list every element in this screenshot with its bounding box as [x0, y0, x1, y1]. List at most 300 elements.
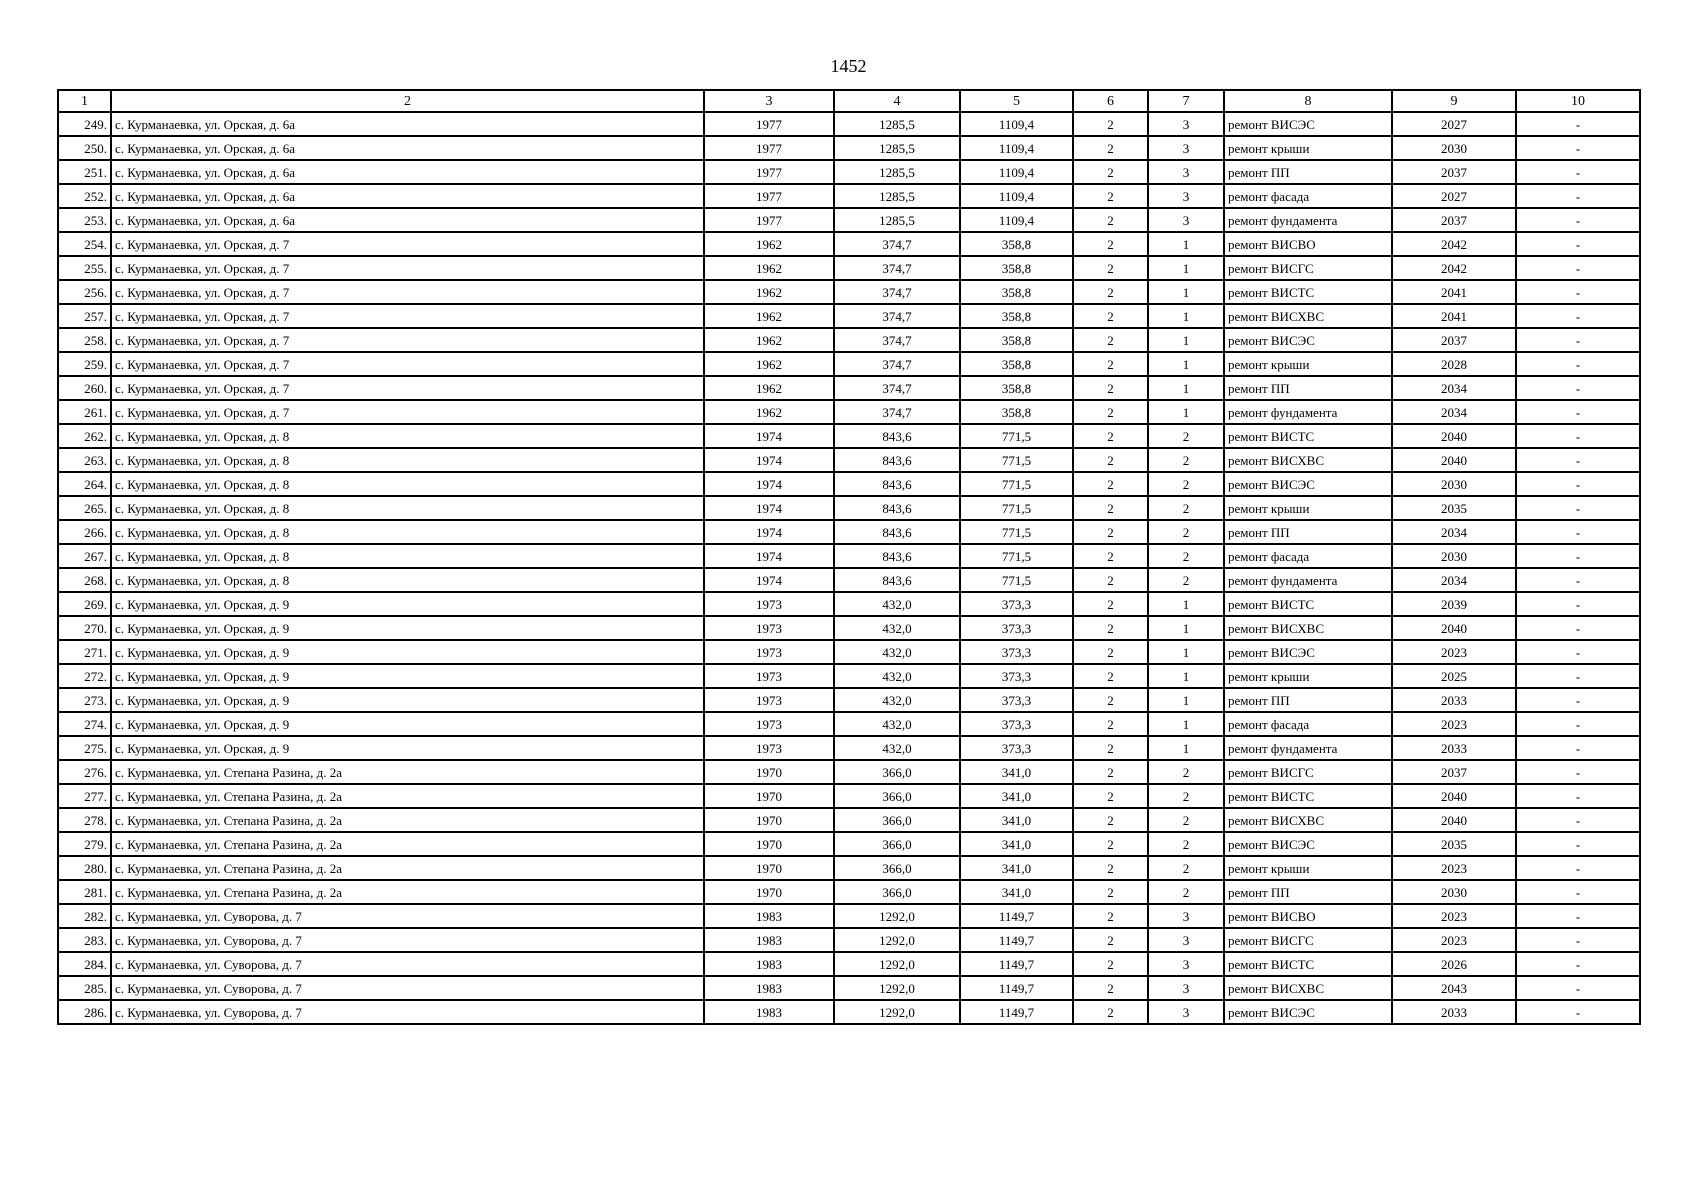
cell-work-type: ремонт ВИСХВС [1224, 616, 1392, 640]
cell-planned-year: 2035 [1392, 496, 1516, 520]
cell-floors: 2 [1073, 400, 1148, 424]
cell-living-area: 358,8 [960, 304, 1073, 328]
cell-note: - [1516, 616, 1640, 640]
cell-planned-year: 2034 [1392, 400, 1516, 424]
cell-floors: 2 [1073, 352, 1148, 376]
cell-address: с. Курманаевка, ул. Орская, д. 6а [111, 208, 704, 232]
cell-entrances: 3 [1148, 904, 1224, 928]
cell-row-number: 278. [58, 808, 111, 832]
cell-floors: 2 [1073, 760, 1148, 784]
cell-row-number: 270. [58, 616, 111, 640]
cell-living-area: 1149,7 [960, 976, 1073, 1000]
cell-note: - [1516, 160, 1640, 184]
cell-entrances: 3 [1148, 208, 1224, 232]
cell-entrances: 1 [1148, 592, 1224, 616]
cell-note: - [1516, 544, 1640, 568]
cell-living-area: 1109,4 [960, 208, 1073, 232]
cell-entrances: 1 [1148, 736, 1224, 760]
cell-note: - [1516, 712, 1640, 736]
cell-entrances: 1 [1148, 232, 1224, 256]
cell-living-area: 1149,7 [960, 928, 1073, 952]
cell-row-number: 286. [58, 1000, 111, 1024]
cell-address: с. Курманаевка, ул. Степана Разина, д. 2а [111, 784, 704, 808]
cell-year-built: 1974 [704, 448, 834, 472]
cell-row-number: 280. [58, 856, 111, 880]
cell-living-area: 1109,4 [960, 112, 1073, 136]
cell-total-area: 366,0 [834, 808, 960, 832]
cell-total-area: 366,0 [834, 832, 960, 856]
cell-planned-year: 2034 [1392, 568, 1516, 592]
cell-work-type: ремонт ВИСТС [1224, 952, 1392, 976]
cell-address: с. Курманаевка, ул. Орская, д. 9 [111, 712, 704, 736]
cell-planned-year: 2034 [1392, 376, 1516, 400]
cell-floors: 2 [1073, 112, 1148, 136]
cell-note: - [1516, 1000, 1640, 1024]
cell-note: - [1516, 184, 1640, 208]
cell-planned-year: 2030 [1392, 136, 1516, 160]
table-row [58, 712, 1640, 736]
cell-living-area: 1149,7 [960, 1000, 1073, 1024]
cell-entrances: 1 [1148, 304, 1224, 328]
cell-address: с. Курманаевка, ул. Орская, д. 8 [111, 448, 704, 472]
cell-total-area: 374,7 [834, 232, 960, 256]
cell-note: - [1516, 280, 1640, 304]
cell-year-built: 1974 [704, 520, 834, 544]
cell-living-area: 1109,4 [960, 160, 1073, 184]
cell-row-number: 271. [58, 640, 111, 664]
cell-address: с. Курманаевка, ул. Орская, д. 9 [111, 592, 704, 616]
cell-address: с. Курманаевка, ул. Суворова, д. 7 [111, 1000, 704, 1024]
cell-entrances: 2 [1148, 448, 1224, 472]
cell-address: с. Курманаевка, ул. Орская, д. 7 [111, 328, 704, 352]
cell-total-area: 843,6 [834, 496, 960, 520]
cell-year-built: 1983 [704, 928, 834, 952]
cell-entrances: 2 [1148, 472, 1224, 496]
cell-row-number: 262. [58, 424, 111, 448]
cell-address: с. Курманаевка, ул. Суворова, д. 7 [111, 952, 704, 976]
cell-floors: 2 [1073, 640, 1148, 664]
cell-address: с. Курманаевка, ул. Орская, д. 9 [111, 688, 704, 712]
cell-total-area: 374,7 [834, 376, 960, 400]
cell-row-number: 265. [58, 496, 111, 520]
cell-row-number: 252. [58, 184, 111, 208]
cell-note: - [1516, 736, 1640, 760]
table-header-row [58, 90, 1640, 112]
cell-year-built: 1974 [704, 472, 834, 496]
cell-address: с. Курманаевка, ул. Орская, д. 9 [111, 736, 704, 760]
table-row [58, 424, 1640, 448]
cell-year-built: 1974 [704, 496, 834, 520]
cell-address: с. Курманаевка, ул. Орская, д. 9 [111, 616, 704, 640]
cell-entrances: 2 [1148, 424, 1224, 448]
cell-work-type: ремонт фасада [1224, 712, 1392, 736]
cell-total-area: 1292,0 [834, 904, 960, 928]
cell-floors: 2 [1073, 712, 1148, 736]
cell-work-type: ремонт фасада [1224, 184, 1392, 208]
cell-row-number: 263. [58, 448, 111, 472]
cell-living-area: 358,8 [960, 352, 1073, 376]
cell-planned-year: 2037 [1392, 160, 1516, 184]
cell-entrances: 1 [1148, 712, 1224, 736]
cell-note: - [1516, 568, 1640, 592]
cell-total-area: 432,0 [834, 736, 960, 760]
cell-floors: 2 [1073, 784, 1148, 808]
table-row [58, 232, 1640, 256]
cell-row-number: 261. [58, 400, 111, 424]
cell-living-area: 373,3 [960, 688, 1073, 712]
cell-floors: 2 [1073, 880, 1148, 904]
cell-year-built: 1970 [704, 856, 834, 880]
cell-living-area: 358,8 [960, 400, 1073, 424]
cell-floors: 2 [1073, 424, 1148, 448]
cell-address: с. Курманаевка, ул. Орская, д. 7 [111, 280, 704, 304]
cell-work-type: ремонт крыши [1224, 136, 1392, 160]
cell-living-area: 373,3 [960, 640, 1073, 664]
cell-total-area: 843,6 [834, 520, 960, 544]
cell-total-area: 843,6 [834, 544, 960, 568]
cell-row-number: 274. [58, 712, 111, 736]
cell-work-type: ремонт ВИСХВС [1224, 808, 1392, 832]
cell-floors: 2 [1073, 496, 1148, 520]
cell-living-area: 1149,7 [960, 952, 1073, 976]
cell-living-area: 341,0 [960, 832, 1073, 856]
cell-year-built: 1970 [704, 808, 834, 832]
cell-note: - [1516, 136, 1640, 160]
cell-row-number: 255. [58, 256, 111, 280]
cell-floors: 2 [1073, 808, 1148, 832]
cell-row-number: 277. [58, 784, 111, 808]
cell-total-area: 843,6 [834, 472, 960, 496]
cell-year-built: 1983 [704, 952, 834, 976]
cell-year-built: 1962 [704, 400, 834, 424]
cell-entrances: 2 [1148, 808, 1224, 832]
cell-living-area: 358,8 [960, 376, 1073, 400]
cell-year-built: 1973 [704, 592, 834, 616]
table-row [58, 856, 1640, 880]
cell-year-built: 1983 [704, 1000, 834, 1024]
page-number: 1452 [830, 56, 867, 76]
cell-work-type: ремонт крыши [1224, 496, 1392, 520]
table-row [58, 448, 1640, 472]
cell-year-built: 1970 [704, 760, 834, 784]
table-row [58, 640, 1640, 664]
cell-row-number: 257. [58, 304, 111, 328]
cell-floors: 2 [1073, 376, 1148, 400]
cell-living-area: 341,0 [960, 760, 1073, 784]
cell-living-area: 373,3 [960, 616, 1073, 640]
table-row [58, 976, 1640, 1000]
cell-total-area: 374,7 [834, 352, 960, 376]
cell-row-number: 269. [58, 592, 111, 616]
cell-note: - [1516, 472, 1640, 496]
cell-total-area: 1285,5 [834, 136, 960, 160]
cell-row-number: 251. [58, 160, 111, 184]
cell-planned-year: 2025 [1392, 664, 1516, 688]
cell-row-number: 285. [58, 976, 111, 1000]
cell-planned-year: 2026 [1392, 952, 1516, 976]
cell-entrances: 3 [1148, 952, 1224, 976]
cell-total-area: 374,7 [834, 256, 960, 280]
cell-row-number: 276. [58, 760, 111, 784]
table-row [58, 136, 1640, 160]
cell-note: - [1516, 688, 1640, 712]
table-row [58, 472, 1640, 496]
cell-living-area: 358,8 [960, 256, 1073, 280]
cell-planned-year: 2040 [1392, 784, 1516, 808]
cell-row-number: 264. [58, 472, 111, 496]
cell-entrances: 2 [1148, 496, 1224, 520]
cell-year-built: 1970 [704, 880, 834, 904]
cell-work-type: ремонт ВИСЭС [1224, 472, 1392, 496]
cell-planned-year: 2028 [1392, 352, 1516, 376]
cell-total-area: 843,6 [834, 424, 960, 448]
repair-register-table [57, 89, 1641, 1025]
table-row [58, 832, 1640, 856]
cell-living-area: 341,0 [960, 784, 1073, 808]
cell-note: - [1516, 880, 1640, 904]
cell-note: - [1516, 424, 1640, 448]
cell-entrances: 1 [1148, 664, 1224, 688]
cell-row-number: 260. [58, 376, 111, 400]
cell-living-area: 771,5 [960, 520, 1073, 544]
cell-year-built: 1962 [704, 232, 834, 256]
cell-year-built: 1977 [704, 160, 834, 184]
cell-year-built: 1962 [704, 376, 834, 400]
cell-row-number: 284. [58, 952, 111, 976]
table-row [58, 376, 1640, 400]
cell-address: с. Курманаевка, ул. Степана Разина, д. 2а [111, 856, 704, 880]
cell-row-number: 256. [58, 280, 111, 304]
cell-note: - [1516, 760, 1640, 784]
cell-work-type: ремонт крыши [1224, 856, 1392, 880]
cell-work-type: ремонт ВИСГС [1224, 256, 1392, 280]
cell-address: с. Курманаевка, ул. Орская, д. 9 [111, 664, 704, 688]
cell-planned-year: 2030 [1392, 472, 1516, 496]
cell-floors: 2 [1073, 160, 1148, 184]
cell-living-area: 341,0 [960, 808, 1073, 832]
table-row [58, 496, 1640, 520]
cell-floors: 2 [1073, 928, 1148, 952]
cell-year-built: 1973 [704, 640, 834, 664]
cell-address: с. Курманаевка, ул. Орская, д. 6а [111, 136, 704, 160]
cell-planned-year: 2042 [1392, 256, 1516, 280]
cell-address: с. Курманаевка, ул. Степана Разина, д. 2а [111, 880, 704, 904]
cell-address: с. Курманаевка, ул. Орская, д. 8 [111, 568, 704, 592]
cell-row-number: 259. [58, 352, 111, 376]
cell-address: с. Курманаевка, ул. Орская, д. 6а [111, 184, 704, 208]
cell-planned-year: 2033 [1392, 736, 1516, 760]
cell-floors: 2 [1073, 904, 1148, 928]
table-row [58, 160, 1640, 184]
cell-planned-year: 2027 [1392, 184, 1516, 208]
cell-note: - [1516, 640, 1640, 664]
cell-row-number: 266. [58, 520, 111, 544]
cell-floors: 2 [1073, 136, 1148, 160]
cell-note: - [1516, 592, 1640, 616]
cell-work-type: ремонт фундамента [1224, 400, 1392, 424]
cell-planned-year: 2040 [1392, 616, 1516, 640]
cell-planned-year: 2040 [1392, 808, 1516, 832]
cell-note: - [1516, 784, 1640, 808]
cell-floors: 2 [1073, 736, 1148, 760]
cell-address: с. Курманаевка, ул. Орская, д. 6а [111, 160, 704, 184]
cell-planned-year: 2037 [1392, 760, 1516, 784]
cell-work-type: ремонт фундамента [1224, 208, 1392, 232]
cell-note: - [1516, 256, 1640, 280]
cell-year-built: 1974 [704, 568, 834, 592]
cell-total-area: 366,0 [834, 760, 960, 784]
cell-work-type: ремонт ВИСЭС [1224, 1000, 1392, 1024]
cell-living-area: 373,3 [960, 712, 1073, 736]
table-row [58, 328, 1640, 352]
cell-work-type: ремонт крыши [1224, 664, 1392, 688]
cell-living-area: 358,8 [960, 280, 1073, 304]
cell-year-built: 1962 [704, 328, 834, 352]
cell-work-type: ремонт ВИСЭС [1224, 328, 1392, 352]
cell-year-built: 1970 [704, 832, 834, 856]
table-row [58, 784, 1640, 808]
cell-planned-year: 2041 [1392, 280, 1516, 304]
cell-floors: 2 [1073, 856, 1148, 880]
cell-entrances: 2 [1148, 832, 1224, 856]
table-body [58, 112, 1640, 1024]
cell-note: - [1516, 904, 1640, 928]
cell-floors: 2 [1073, 472, 1148, 496]
cell-total-area: 843,6 [834, 448, 960, 472]
cell-work-type: ремонт ВИСТС [1224, 784, 1392, 808]
cell-work-type: ремонт фасада [1224, 544, 1392, 568]
cell-entrances: 3 [1148, 976, 1224, 1000]
cell-entrances: 1 [1148, 328, 1224, 352]
cell-entrances: 3 [1148, 160, 1224, 184]
cell-note: - [1516, 400, 1640, 424]
cell-total-area: 432,0 [834, 664, 960, 688]
cell-year-built: 1973 [704, 712, 834, 736]
cell-note: - [1516, 328, 1640, 352]
cell-floors: 2 [1073, 304, 1148, 328]
cell-total-area: 366,0 [834, 784, 960, 808]
cell-address: с. Курманаевка, ул. Орская, д. 6а [111, 112, 704, 136]
cell-entrances: 1 [1148, 616, 1224, 640]
cell-year-built: 1973 [704, 736, 834, 760]
cell-entrances: 1 [1148, 688, 1224, 712]
cell-row-number: 283. [58, 928, 111, 952]
column-header-10: 10 [1516, 90, 1640, 112]
cell-floors: 2 [1073, 232, 1148, 256]
cell-address: с. Курманаевка, ул. Орская, д. 8 [111, 544, 704, 568]
cell-work-type: ремонт ВИСГС [1224, 928, 1392, 952]
cell-living-area: 1109,4 [960, 184, 1073, 208]
cell-entrances: 3 [1148, 1000, 1224, 1024]
table-row [58, 304, 1640, 328]
cell-row-number: 275. [58, 736, 111, 760]
cell-planned-year: 2041 [1392, 304, 1516, 328]
cell-work-type: ремонт ВИСЭС [1224, 112, 1392, 136]
cell-note: - [1516, 112, 1640, 136]
cell-year-built: 1962 [704, 280, 834, 304]
cell-total-area: 432,0 [834, 688, 960, 712]
cell-floors: 2 [1073, 688, 1148, 712]
cell-entrances: 2 [1148, 880, 1224, 904]
cell-work-type: ремонт ВИСХВС [1224, 448, 1392, 472]
cell-living-area: 771,5 [960, 472, 1073, 496]
cell-entrances: 2 [1148, 784, 1224, 808]
cell-total-area: 1292,0 [834, 1000, 960, 1024]
cell-planned-year: 2030 [1392, 880, 1516, 904]
column-header-9: 9 [1392, 90, 1516, 112]
cell-total-area: 1285,5 [834, 208, 960, 232]
cell-living-area: 358,8 [960, 328, 1073, 352]
cell-living-area: 358,8 [960, 232, 1073, 256]
cell-row-number: 249. [58, 112, 111, 136]
cell-year-built: 1973 [704, 688, 834, 712]
cell-entrances: 1 [1148, 256, 1224, 280]
cell-work-type: ремонт ВИСВО [1224, 232, 1392, 256]
cell-entrances: 1 [1148, 352, 1224, 376]
cell-note: - [1516, 304, 1640, 328]
cell-total-area: 366,0 [834, 856, 960, 880]
cell-floors: 2 [1073, 952, 1148, 976]
cell-floors: 2 [1073, 184, 1148, 208]
cell-address: с. Курманаевка, ул. Суворова, д. 7 [111, 904, 704, 928]
cell-work-type: ремонт ПП [1224, 688, 1392, 712]
cell-entrances: 2 [1148, 760, 1224, 784]
cell-work-type: ремонт фундамента [1224, 736, 1392, 760]
table-row [58, 880, 1640, 904]
table-row [58, 592, 1640, 616]
column-header-3: 3 [704, 90, 834, 112]
cell-floors: 2 [1073, 976, 1148, 1000]
cell-address: с. Курманаевка, ул. Орская, д. 7 [111, 304, 704, 328]
cell-year-built: 1973 [704, 616, 834, 640]
cell-total-area: 374,7 [834, 304, 960, 328]
table-row [58, 1000, 1640, 1024]
cell-planned-year: 2023 [1392, 640, 1516, 664]
table-row [58, 616, 1640, 640]
cell-planned-year: 2023 [1392, 856, 1516, 880]
cell-address: с. Курманаевка, ул. Степана Разина, д. 2а [111, 808, 704, 832]
cell-floors: 2 [1073, 520, 1148, 544]
cell-year-built: 1983 [704, 976, 834, 1000]
cell-row-number: 253. [58, 208, 111, 232]
cell-note: - [1516, 928, 1640, 952]
cell-entrances: 2 [1148, 520, 1224, 544]
cell-living-area: 1149,7 [960, 904, 1073, 928]
cell-total-area: 374,7 [834, 280, 960, 304]
cell-year-built: 1977 [704, 136, 834, 160]
cell-work-type: ремонт ВИСХВС [1224, 304, 1392, 328]
cell-entrances: 3 [1148, 928, 1224, 952]
cell-row-number: 281. [58, 880, 111, 904]
cell-address: с. Курманаевка, ул. Степана Разина, д. 2а [111, 760, 704, 784]
cell-note: - [1516, 208, 1640, 232]
cell-note: - [1516, 976, 1640, 1000]
cell-planned-year: 2034 [1392, 520, 1516, 544]
cell-floors: 2 [1073, 208, 1148, 232]
table-row [58, 184, 1640, 208]
cell-floors: 2 [1073, 568, 1148, 592]
cell-total-area: 374,7 [834, 328, 960, 352]
cell-planned-year: 2035 [1392, 832, 1516, 856]
cell-planned-year: 2023 [1392, 928, 1516, 952]
cell-entrances: 1 [1148, 376, 1224, 400]
cell-note: - [1516, 352, 1640, 376]
cell-work-type: ремонт ПП [1224, 160, 1392, 184]
cell-year-built: 1962 [704, 256, 834, 280]
cell-note: - [1516, 232, 1640, 256]
column-header-5: 5 [960, 90, 1073, 112]
cell-floors: 2 [1073, 544, 1148, 568]
